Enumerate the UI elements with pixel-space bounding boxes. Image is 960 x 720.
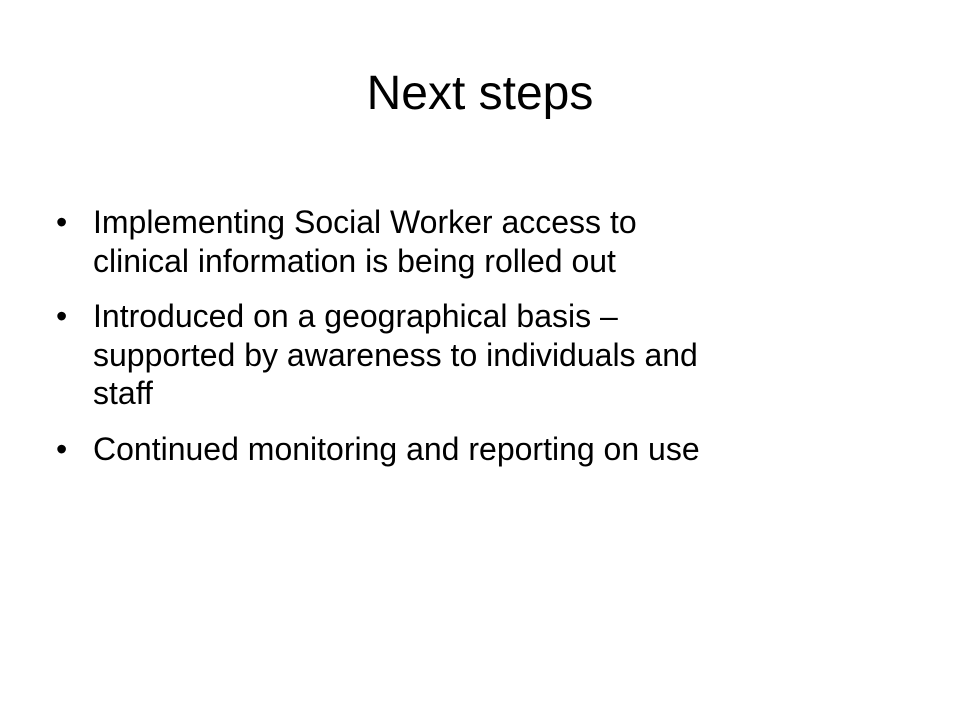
slide-title: Next steps — [366, 67, 594, 120]
bullet-text: Implementing Social Worker access to clinical information is being rolled out — [93, 204, 637, 279]
bullet-text: Introduced on a geographical basis – supported by awareness to individuals and staff — [93, 298, 698, 411]
bullet-item-2 — [56, 297, 916, 413]
bullet-list — [56, 203, 916, 485]
bullet-item-3 — [56, 430, 916, 469]
bullet-icon: • — [56, 204, 68, 240]
bullet-text: Continued monitoring and reporting on use — [93, 430, 700, 467]
bullet-item-1 — [56, 203, 916, 280]
bullet-icon: • — [56, 298, 68, 334]
bullet-icon: • — [56, 430, 68, 467]
